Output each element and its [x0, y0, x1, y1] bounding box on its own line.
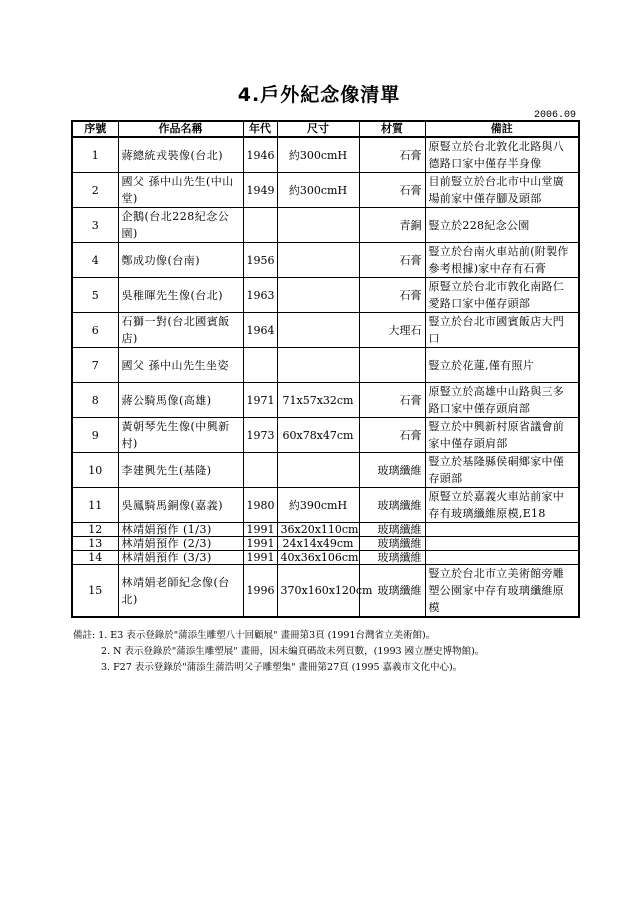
- cell-number: 7: [72, 348, 118, 383]
- cell-number: 8: [72, 383, 118, 418]
- cell-remarks: [425, 523, 579, 537]
- footnote-1: 備註: 1. E3 表示登錄於"蒲添生雕塑八十回顧展" 畫冊第3頁 (1991台灣省立美術館)。: [73, 630, 436, 641]
- cell-size: 約300cmH: [277, 173, 359, 208]
- cell-title: 蔣公騎馬像(高雄): [118, 383, 243, 418]
- table-row: [72, 565, 579, 618]
- header-number: 序號: [72, 121, 118, 137]
- cell-size: [277, 208, 359, 243]
- cell-year: 1946: [243, 137, 277, 173]
- cell-title: 石獅一對(台北國賓飯店): [118, 313, 243, 348]
- cell-material: 玻璃纖維: [359, 537, 425, 551]
- cell-remarks: 豎立於228紀念公園: [425, 208, 579, 243]
- cell-remarks: 原豎立於台北敦化北路與八德路口家中僅存半身像: [425, 137, 579, 173]
- cell-year: 1963: [243, 278, 277, 313]
- table-row: [72, 523, 579, 537]
- table-row: [72, 453, 579, 488]
- cell-year: [243, 208, 277, 243]
- table-row: [72, 208, 579, 243]
- document-date: 2006.09: [533, 110, 576, 121]
- cell-year: 1973: [243, 418, 277, 453]
- cell-size: 約390cmH: [277, 488, 359, 523]
- cell-year: 1949: [243, 173, 277, 208]
- cell-year: 1996: [243, 565, 277, 618]
- cell-material: 青銅: [359, 208, 425, 243]
- cell-number: 5: [72, 278, 118, 313]
- cell-title: 吳鳳騎馬銅像(嘉義): [118, 488, 243, 523]
- table-row: [72, 137, 579, 173]
- cell-year: 1964: [243, 313, 277, 348]
- cell-year: 1991: [243, 551, 277, 565]
- cell-title: 林靖娟預作 (1/3): [118, 523, 243, 537]
- page-title: 4.戶外紀念像清單: [237, 84, 401, 106]
- cell-material: 玻璃纖維: [359, 551, 425, 565]
- cell-year: 1971: [243, 383, 277, 418]
- table-row: [72, 173, 579, 208]
- cell-number: 3: [72, 208, 118, 243]
- table-row: [72, 537, 579, 551]
- cell-material: [359, 348, 425, 383]
- cell-year: [243, 453, 277, 488]
- cell-title: 鄭成功像(台南): [118, 243, 243, 278]
- cell-size: 24x14x49cm: [277, 537, 359, 551]
- cell-year: [243, 348, 277, 383]
- cell-title: 黃朝琴先生像(中興新村): [118, 418, 243, 453]
- cell-title: 蔣總統戎裝像(台北): [118, 137, 243, 173]
- cell-title: 林靖娟預作 (2/3): [118, 537, 243, 551]
- header-title: 作品名稱: [118, 121, 243, 137]
- cell-number: 15: [72, 565, 118, 618]
- cell-material: 石膏: [359, 243, 425, 278]
- table-row: [72, 418, 579, 453]
- cell-material: 玻璃纖維: [359, 488, 425, 523]
- cell-title: 吳稚暉先生像(台北): [118, 278, 243, 313]
- cell-remarks: 豎立於中興新村原省議會前家中僅存頭肩部: [425, 418, 579, 453]
- cell-title: 林靖娟老師紀念像(台北): [118, 565, 243, 618]
- cell-size: [277, 313, 359, 348]
- cell-material: 玻璃纖維: [359, 523, 425, 537]
- cell-title: 國父 孫中山先生坐姿: [118, 348, 243, 383]
- cell-remarks: 豎立於花蓮,僅有照片: [425, 348, 579, 383]
- cell-remarks: 豎立於台南火車站前(附製作參考根據)家中存有石膏: [425, 243, 579, 278]
- cell-material: 石膏: [359, 418, 425, 453]
- cell-size: 370x160x120cm: [277, 565, 359, 618]
- cell-size: 40x36x106cm: [277, 551, 359, 565]
- cell-number: 9: [72, 418, 118, 453]
- cell-year: 1980: [243, 488, 277, 523]
- header-size: 尺寸: [277, 121, 359, 137]
- header-remarks: 備註: [425, 121, 579, 137]
- cell-size: 約300cmH: [277, 137, 359, 173]
- cell-material: 玻璃纖維: [359, 565, 425, 618]
- cell-remarks: 目前豎立於台北市中山堂廣場前家中僅存腳及頭部: [425, 173, 579, 208]
- cell-number: 12: [72, 523, 118, 537]
- cell-size: 36x20x110cm: [277, 523, 359, 537]
- cell-number: 11: [72, 488, 118, 523]
- cell-material: 石膏: [359, 278, 425, 313]
- cell-size: [277, 453, 359, 488]
- cell-remarks: 豎立於台北市立美術館旁雕塑公園家中存有玻璃纖維原模: [425, 565, 579, 618]
- table-row: [72, 383, 579, 418]
- cell-material: 大理石: [359, 313, 425, 348]
- cell-remarks: 原豎立於台北市敦化南路仁愛路口家中僅存頭部: [425, 278, 579, 313]
- cell-remarks: 豎立於台北市國賓飯店大門口: [425, 313, 579, 348]
- cell-number: 6: [72, 313, 118, 348]
- cell-material: 石膏: [359, 383, 425, 418]
- table-row: [72, 313, 579, 348]
- statue-list-table: [71, 120, 580, 618]
- table-row: [72, 488, 579, 523]
- table-row: [72, 243, 579, 278]
- cell-title: 國父 孫中山先生(中山堂): [118, 173, 243, 208]
- cell-year: 1956: [243, 243, 277, 278]
- cell-number: 10: [72, 453, 118, 488]
- footnote-3: 3. F27 表示登錄於"蒲添生蒲浩明父子雕塑集" 畫冊第27頁 (1995 嘉義市文化中心)。: [101, 662, 463, 673]
- table-row: [72, 551, 579, 565]
- cell-remarks: [425, 537, 579, 551]
- cell-remarks: 原豎立於高雄中山路與三多路口家中僅存頭肩部: [425, 383, 579, 418]
- table-header-row: [72, 121, 579, 137]
- table-row: [72, 278, 579, 313]
- cell-number: 2: [72, 173, 118, 208]
- cell-title: 林靖娟預作 (3/3): [118, 551, 243, 565]
- cell-remarks: [425, 551, 579, 565]
- cell-size: 60x78x47cm: [277, 418, 359, 453]
- cell-size: [277, 243, 359, 278]
- cell-number: 14: [72, 551, 118, 565]
- cell-title: 企鵝(台北228紀念公園): [118, 208, 243, 243]
- cell-number: 13: [72, 537, 118, 551]
- table-row: [72, 348, 579, 383]
- header-material: 材質: [359, 121, 425, 137]
- cell-material: 玻璃纖維: [359, 453, 425, 488]
- cell-material: 石膏: [359, 137, 425, 173]
- cell-remarks: 豎立於基隆縣侯硐鄉家中僅存頭部: [425, 453, 579, 488]
- cell-year: 1991: [243, 537, 277, 551]
- cell-size: [277, 348, 359, 383]
- footnote-2: 2. N 表示登錄於"蒲添生雕塑展" 畫冊，因未編頁碼故未列頁數，(1993 國立歷史博物館)。: [101, 646, 485, 657]
- header-year: 年代: [243, 121, 277, 137]
- cell-year: 1991: [243, 523, 277, 537]
- cell-number: 4: [72, 243, 118, 278]
- cell-material: 石膏: [359, 173, 425, 208]
- footnotes: [73, 628, 578, 676]
- cell-title: 李建興先生(基隆): [118, 453, 243, 488]
- cell-size: [277, 278, 359, 313]
- cell-number: 1: [72, 137, 118, 173]
- cell-remarks: 原豎立於嘉義火車站前家中存有玻璃纖維原模,E18: [425, 488, 579, 523]
- cell-size: 71x57x32cm: [277, 383, 359, 418]
